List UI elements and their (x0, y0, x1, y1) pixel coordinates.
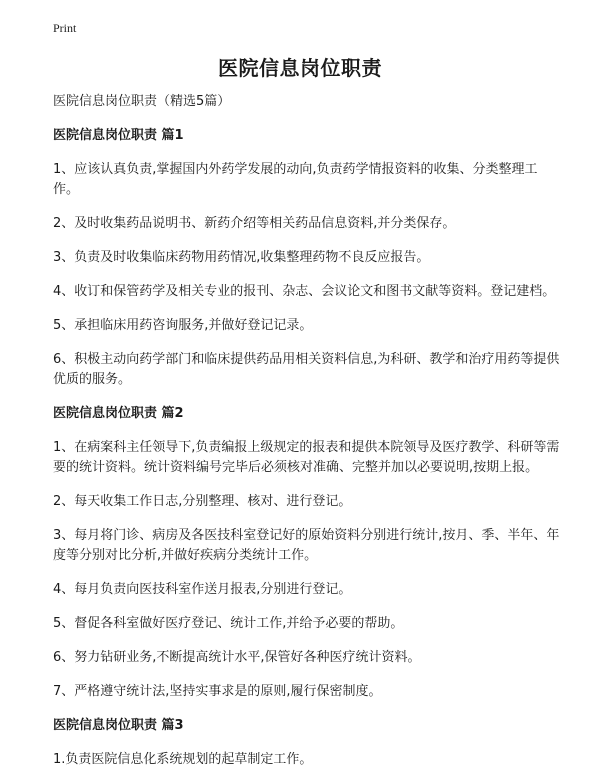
list-item: 3、每月将门诊、病房及各医技科室登记好的原始资料分别进行统计,按月、季、半年、年度等分别对比分析,并做好疾病分类统计工作。 (53, 528, 560, 563)
section-heading: 医院信息岗位职责 篇2 (53, 406, 184, 421)
section-heading: 医院信息岗位职责 篇3 (53, 718, 184, 733)
document-subtitle: 医院信息岗位职责（精选5篇） (53, 94, 231, 109)
list-item: 3、负责及时收集临床药物用药情况,收集整理药物不良反应报告。 (53, 250, 430, 265)
section-3 (53, 716, 563, 770)
section-heading: 医院信息岗位职责 篇1 (53, 128, 184, 143)
list-item: 6、努力钻研业务,不断提高统计水平,保管好各种医疗统计资料。 (53, 650, 421, 665)
list-item: 6、积极主动向药学部门和临床提供药品用相关资料信息,为科研、教学和治疗用药等提供优质的服务。 (53, 352, 560, 387)
list-item: 4、收订和保管药学及相关专业的报刊、杂志、会议论文和图书文献等资料。登记建档。 (53, 284, 556, 299)
document-title: 医院信息岗位职责 (218, 56, 382, 80)
list-item: 1.负责医院信息化系统规划的起草制定工作。 (53, 752, 313, 767)
section-1 (53, 126, 563, 390)
document-body (53, 92, 563, 784)
list-item: 2、及时收集药品说明书、新药介绍等相关药品信息资料,并分类保存。 (53, 216, 456, 231)
list-item: 1、应该认真负责,掌握国内外药学发展的动向,负责药学情报资料的收集、分类整理工作。 (53, 162, 538, 197)
list-item: 5、承担临床用药咨询服务,并做好登记记录。 (53, 318, 313, 333)
print-link[interactable]: Print (53, 21, 77, 35)
list-item: 7、严格遵守统计法,坚持实事求是的原则,履行保密制度。 (53, 684, 382, 699)
section-2 (53, 404, 563, 702)
list-item: 5、督促各科室做好医疗登记、统计工作,并给予必要的帮助。 (53, 616, 404, 631)
list-item: 4、每月负责向医技科室作送月报表,分别进行登记。 (53, 582, 352, 597)
list-item: 2、每天收集工作日志,分别整理、核对、进行登记。 (53, 494, 352, 509)
list-item: 1、在病案科主任领导下,负责编报上级规定的报表和提供本院领导及医疗教学、科研等需要的统计资料。统计资料编号完毕后必须核对准确、完整并加以必要说明,按期上报。 (53, 440, 560, 475)
